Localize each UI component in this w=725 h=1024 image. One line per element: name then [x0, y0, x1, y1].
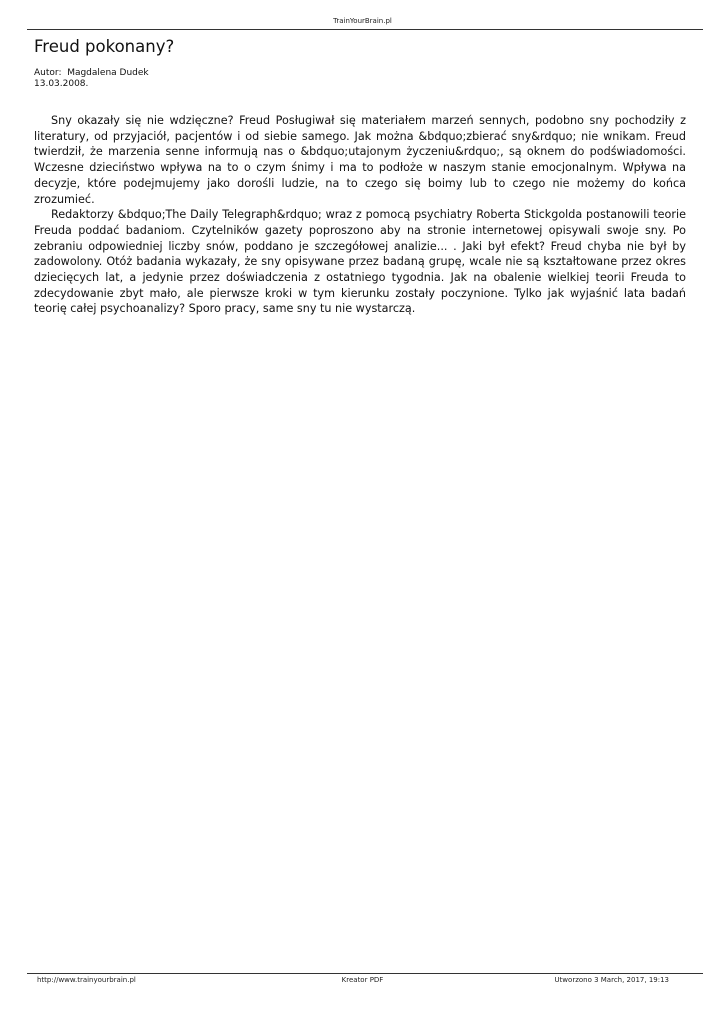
publish-date: 13.03.2008. — [34, 79, 89, 89]
article-paragraph: Sny okazały się nie wdzięczne? Freud Posługiwał się materiałem marzeń sennych, podobno sny pochodziły z literatury, od przyjaciół, pacjentów i od siebie samego. Jak można &bdquo;zbierać sny&rdquo; nie wnikam. Freud twierdził, że marzenia senne informują nas o &bdquo;utajonym życzeniu&rdquo;, są oknem do podświadomości. Wczesne dzieciństwo wpływa na to o czym śnimy i ma to podłoże w naszym stanie emocjonalnym. Wpływa na decyzje, które podejmujemy jako dorośli ludzie, na to czego się boimy lub to czego nie możemy do końca zrozumieć. — [34, 114, 686, 206]
footer-divider — [27, 973, 703, 974]
author-line: Autor: Magdalena Dudek — [34, 68, 149, 78]
article-meta — [34, 68, 149, 90]
footer-created-date: Utworzono 3 March, 2017, 19:13 — [554, 976, 669, 984]
article-body — [34, 113, 686, 317]
header-divider — [27, 29, 703, 30]
article-title: Freud pokonany? — [34, 37, 175, 56]
footer-creator: Kreator PDF — [341, 976, 384, 984]
site-header: TrainYourBrain.pl — [333, 17, 392, 25]
article-paragraph: Redaktorzy &bdquo;The Daily Telegraph&rdquo; wraz z pomocą psychiatry Roberta Stickgolda postanowili teorie Freuda poddać badaniom. Czytelników gazety poproszono aby na stronie internetowej opisywali swoje sny. Po zebraniu odpowiedniej liczby snów, poddano je szczegółowej analizie... . Jaki był efekt? Freud chyba nie był by zadowolony. Otóż badania wykazały, że sny opisywane przez badaną grupę, wcale nie są kształtowane przez okres dziecięcych lat, a jedynie przez doświadczenia z ostatniego tygodnia. Jak na obalenie wielkiej teorii Freuda to zdecydowanie zbyt mało, ale pierwsze kroki w tym kierunku zostały poczynione. Tylko jak wyjaśnić lata badań teorię całej psychoanalizy? Sporo pracy, same sny tu nie wystarczą. — [34, 208, 686, 316]
footer-url: http://www.trainyourbrain.pl — [37, 976, 136, 984]
